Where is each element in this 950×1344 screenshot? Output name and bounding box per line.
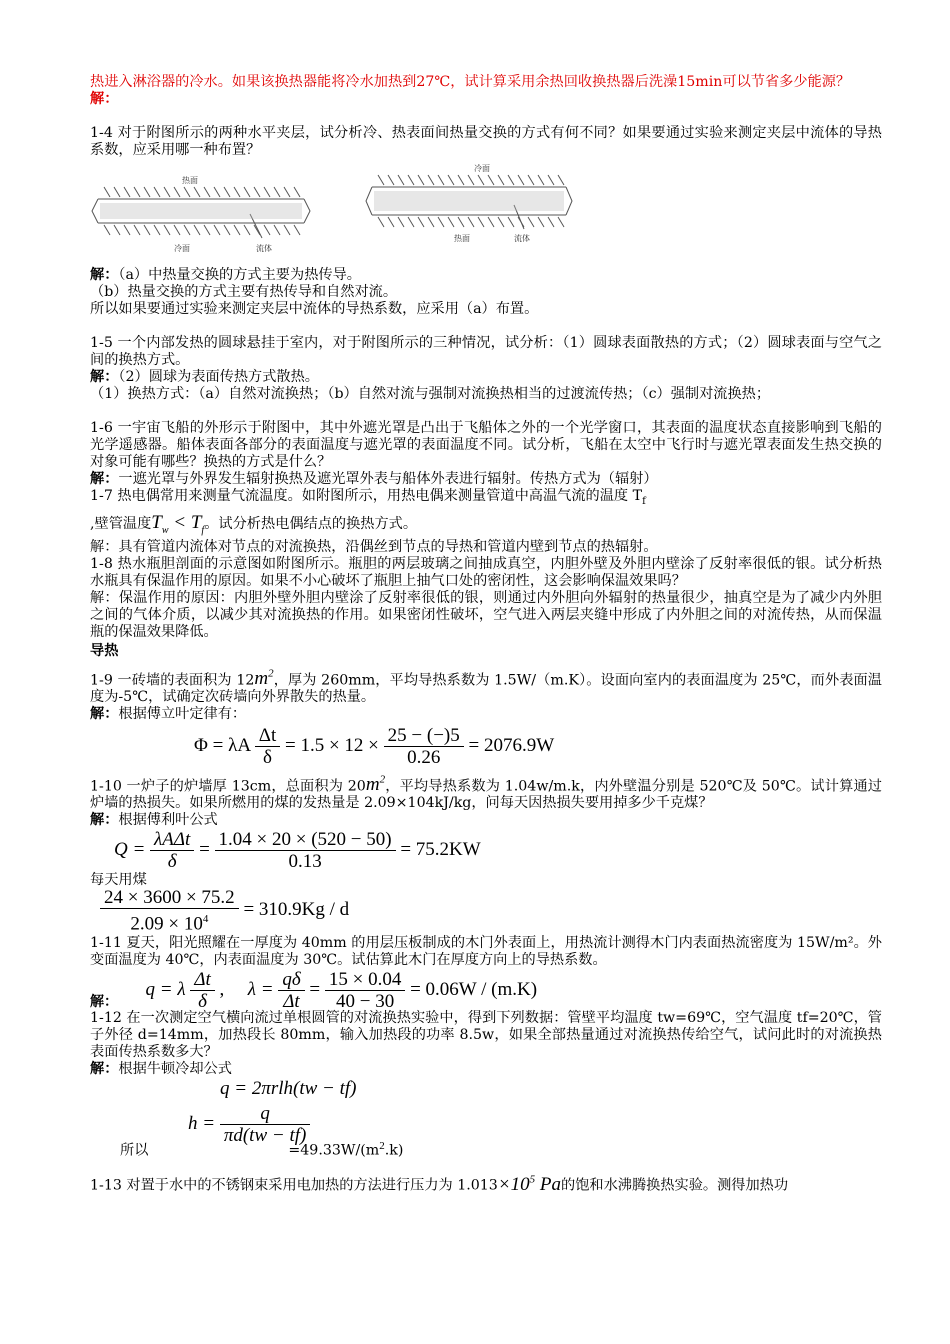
answer-1-12: 解：根据牛顿冷却公式 — [90, 1060, 232, 1077]
answer-1-5-line1: 解：（2）圆球为表面传热方式散热。 — [90, 369, 319, 385]
figure-1-4 — [90, 159, 882, 267]
equation-1-10-coal: $\frac{24 \times 3600 \times 75.2}{2.09 \times 10^4}$ = 310.9Kg / d — [100, 889, 882, 932]
answer-1-6: 解：一遮光罩与外界发生辐射换热及遮光罩外表与船体外表进行辐射。传热方式为（辐射） — [90, 471, 658, 487]
answer-1-4-line2: （b）热量交换的方式主要有热传导和自然对流。 — [90, 284, 398, 300]
fig-b-bottom-label: 热面 — [454, 234, 470, 243]
fig-a-top-label: 热面 — [182, 176, 198, 185]
equation-1-10: Q = $\frac{\text{λAΔt}}{\delta}$ = $\frac{1.04 \times 20 \times (520 - 50)}{0.13}$ = 75.2KW — [114, 829, 481, 873]
problem-1-9: 1-9 一砖墙的表面积为 $12m^2$，厚为 260mm，平均导热系数为 1.5W/（m.K）。设面向室内的表面温度为 25℃，而外表面温度为-5℃，试确定次砖墙向外界散失的热量。 — [90, 667, 882, 705]
problem-1-11: 1-11 夏天，阳光照耀在一厚度为 40mm 的用层压板制成的木门外表面上，用热流计测得木门内表面热流密度为 15W/m²。外变面温度为 40℃，内表面温度为 30℃。试估算此木门在厚度方向上的导热系数。 — [90, 934, 882, 968]
equation-1-12-h: h = $\frac{q}{\pi d(tw - tf)}$ — [188, 1105, 882, 1144]
section-title: 导热 — [90, 642, 119, 659]
problem-1-7-cont: ,壁管温度$T_w < T_f$。试分析热电偶结点的换热方式。 — [90, 511, 418, 536]
equation-1-12-q: q = 2πrlh(tw − tf) — [220, 1077, 357, 1099]
answer-1-12-result: 所以 $=49.33W/(m^2.k)$ — [120, 1139, 404, 1159]
problem-1-10: 1-10 一炉子的炉墙厚 13cm，总面积为 $20m^2$，平均导热系数为 1.04w/m.k，内外壁温分别是 520℃及 50℃。试计算通过炉墙的热损失。如果所燃用的煤的发热量是 2.09×104kJ/kg，问每天因热损失要用掉多少千克煤？ — [90, 773, 882, 812]
horizontal-layer-diagram — [90, 159, 882, 267]
answer-1-5-line2: （1）换热方式：（a）自然对流换热；（b）自然对流与强制对流换热相当的过渡流传热；（c）强制对流换热； — [90, 386, 771, 402]
problem-1-13: 1-13 对置于水中的不锈钢束采用电加热的方法进行压力为 $1.013\times 10^5$ Pa的饱和水沸腾换热实验。测得加热功 — [90, 1173, 789, 1195]
answer-label: 解： — [90, 91, 119, 107]
answer-1-4-line3: 所以如果要通过实验来测定夹层中流体的导热系数，应采用（a）布置。 — [90, 301, 539, 317]
answer-1-9: 解：根据傅立叶定律有： — [90, 705, 247, 722]
equation-1-11: $_{解:}$ q = λ $\frac{\Delta t}{\delta}$ , λ = $\frac{q\delta}{\Delta t}$ = $\frac{15 \times 0.04}{40 - 30}$ = 0.06W / (m.K) — [90, 968, 538, 1012]
problem-1-3-tail: 热进入淋浴器的冷水。如果该换热器能将冷水加热到27℃，试计算采用余热回收换热器后洗澡15min可以节省多少能源？ — [90, 74, 851, 90]
daily-coal-label: 每天用煤 — [90, 872, 147, 889]
answer-1-8: 解：保温作用的原因：内胆外壁外胆内壁涂了反射率很低的银，则通过内外胆向外辐射的热量很少，抽真空是为了减少内外胆之间的气体介质，以减少其对流换热的作用。如果密闭性破坏，空气进入两层夹缝中形成了内外胆之间的对流传热，从而保温瓶的保温效果降低。 — [90, 589, 882, 640]
problem-1-5: 1-5 一个内部发热的圆球悬挂于室内，对于附图所示的三种情况，试分析：（1）圆球表面散热的方式；（2）圆球表面与空气之间的换热方式。 — [90, 335, 882, 368]
answer-1-10: 解：根据傅利叶公式 — [90, 812, 218, 829]
document-page — [90, 74, 882, 1195]
fig-a-bottom-label: 冷面 — [174, 244, 190, 253]
answer-1-4-line1: 解：（a）中热量交换的方式主要为热传导。 — [90, 267, 361, 283]
fig-b-fluid-label: 流体 — [514, 234, 530, 243]
problem-1-7: 1-7 热电偶常用来测量气流温度。如附图所示，用热电偶来测量管道中高温气流的温度 $T_f$ — [90, 488, 646, 507]
fig-b-top-label: 冷面 — [474, 164, 490, 173]
equation-1-9: Φ = λA $\frac{\Delta t}{\delta}$ = 1.5 × 12 × $\frac{25 - (-)5}{0.26}$ = 2076.9W — [194, 724, 555, 768]
fig-a-fluid-label: 流体 — [256, 244, 272, 253]
problem-1-8: 1-8 热水瓶胆剖面的示意图如附图所示。瓶胆的两层玻璃之间抽成真空，内胆外壁及外胆内壁涂了反射率很低的银。试分析热水瓶具有保温作用的原因。如果不小心破坏了瓶胆上抽气口处的密闭性，这会影响保温效果吗？ — [90, 555, 882, 589]
problem-1-12: 1-12 在一次测定空气横向流过单根圆管的对流换热实验中，得到下列数据：管壁平均温度 tw=69℃，空气温度 tf=20℃，管子外径 d=14mm，加热段长 80mm，输入加热段的功率 8.5w，如果全部热量通过对流换热传给空气，试问此时的对流换热表面传热系数多大？ — [90, 1009, 882, 1060]
answer-1-7: 解：具有管道内流体对节点的对流换热，沿偶丝到节点的导热和管道内壁到节点的热辐射。 — [90, 538, 658, 555]
problem-1-6: 1-6 一宇宙飞船的外形示于附图中，其中外遮光罩是凸出于飞船体之外的一个光学窗口，其表面的温度状态直接影响到飞船的光学遥感器。船体表面各部分的表面温度与遮光罩的表面温度不同。试分析，飞船在太空中飞行时与遮光罩表面发生热交换的对象可能有哪些？换热的方式是什么？ — [90, 420, 882, 470]
problem-1-4: 1-4 对于附图所示的两种水平夹层，试分析冷、热表面间热量交换的方式有何不同？如果要通过实验来测定夹层中流体的导热系数，应采用哪一种布置？ — [90, 125, 882, 158]
